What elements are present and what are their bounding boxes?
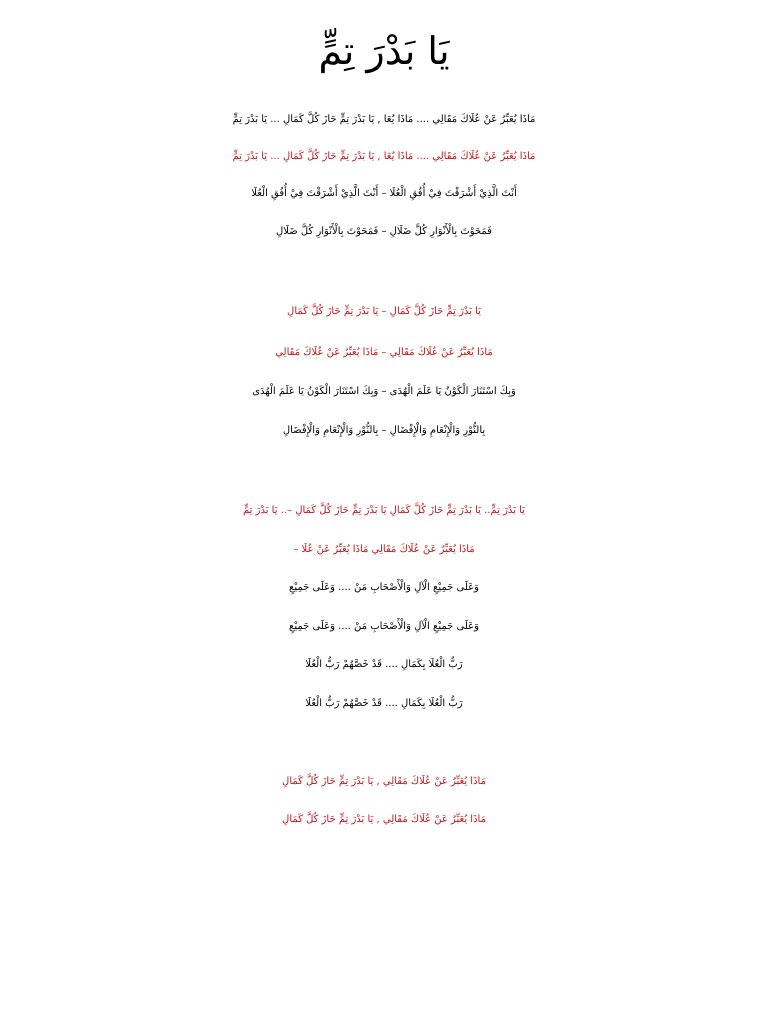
verse-line: فَمَحَوْتَ بِالْأَنْوَارِ كُلَّ ضَلَالِ – فَمَحَوْتَ بِالْأَنْوَارِ كُلَّ ضَلَالِ (276, 226, 492, 237)
verse-line: مَاذَا يُعَبِّرُ عَنْ عُلَاكَ مَقَالِي مَاذَا يُعَبِّرُ عَنْ عُلَا – (293, 544, 475, 555)
verse-line: مَاذَا يُعَبِّرُ عَنْ عُلَاكَ مَقَالِي , يَا بَدْرَ تِمٍّ حَازَ كُلَّ كَمَالِ (282, 814, 486, 825)
verse-line: وَعَلَى جَمِيْعِ الْآلِ وَالْأَصْحَابِ مَنْ .... وَعَلَى جَمِيْعِ (289, 582, 479, 593)
verse-line: بِالنُّوْرِ وَالْإِنْعَامِ وَالْإِفْضَالِ – بِالنُّوْرِ وَالْإِنْعَامِ وَالْإِفْضَالِ (282, 425, 486, 436)
poem-title: يَا بَدْرَ تِمٍّ (318, 29, 450, 73)
verse-line: رَبُّ الْعُلَا بِكَمَالِ .... قَدْ خَصَّهُمْ رَبُّ الْعُلَا (305, 698, 463, 709)
verse-line: يَا بَدْرَ تِمٍّ.. يَا بَدْرَ تِمٍّ حَازَ كُلَّ كَمَالِ يَا بَدْرَ تِمٍّ حَازَ كُلَّ كَمَالِ –.. يَا بَدْرَ تِمٍّ (243, 505, 525, 516)
verse-line: مَاذَا يُعَبِّرُ عَنْ عُلَاكَ مَقَالِي .... مَاذَا يُعَا , يَا بَدْرَ تِمٍّ حَازَ كُلَّ كَمَالِ ... يَا بَدْرَ تِمٍّ (232, 151, 536, 162)
verse-line: مَاذَا يُعَبِّرُ عَنْ عُلَاكَ مَقَالِي – مَاذَا يُعَبِّرُ عَنْ عُلَاكَ مَقَالِي (275, 347, 493, 358)
verse-line: وَعَلَى جَمِيْعِ الْآلِ وَالْأَصْحَابِ مَنْ .... وَعَلَى جَمِيْعِ (289, 621, 479, 632)
verse-line: مَاذَا يُعَبِّرُ عَنْ عُلَاكَ مَقَالِي , يَا بَدْرَ تِمٍّ حَازَ كُلَّ كَمَالِ (282, 776, 486, 787)
verse-line: أَنْتَ الَّذِيْ أَشْرَقْتَ فِيْ أُفُقِ الْعُلَا – أَنْتَ الَّذِيْ أَشْرَقْتَ فِيْ أُفُقِ الْعُلَا (251, 188, 517, 199)
verse-line: وَبِكَ اسْتَنَارَ الْكَوْنُ يَا عَلَمَ الْهُدَى – وَبِكَ اسْتَنَارَ الْكَوْنُ يَا عَلَمَ الْهُدَى (252, 386, 516, 397)
verse-line: يَا بَدْرَ تِمٍّ حَازَ كُلَّ كَمَالِ – يَا بَدْرَ تِمٍّ حَازَ كُلَّ كَمَالِ (287, 306, 481, 317)
verse-line: رَبُّ الْعُلَا بِكَمَالِ .... قَدْ خَصَّهُمْ رَبُّ الْعُلَا (305, 659, 463, 670)
verse-line: مَاذَا يُعَبِّرُ عَنْ عُلَاكَ مَقَالِي .... مَاذَا يُعَا , يَا بَدْرَ تِمٍّ حَازَ كُلَّ كَمَالِ ... يَا بَدْرَ تِمٍّ (232, 114, 536, 125)
